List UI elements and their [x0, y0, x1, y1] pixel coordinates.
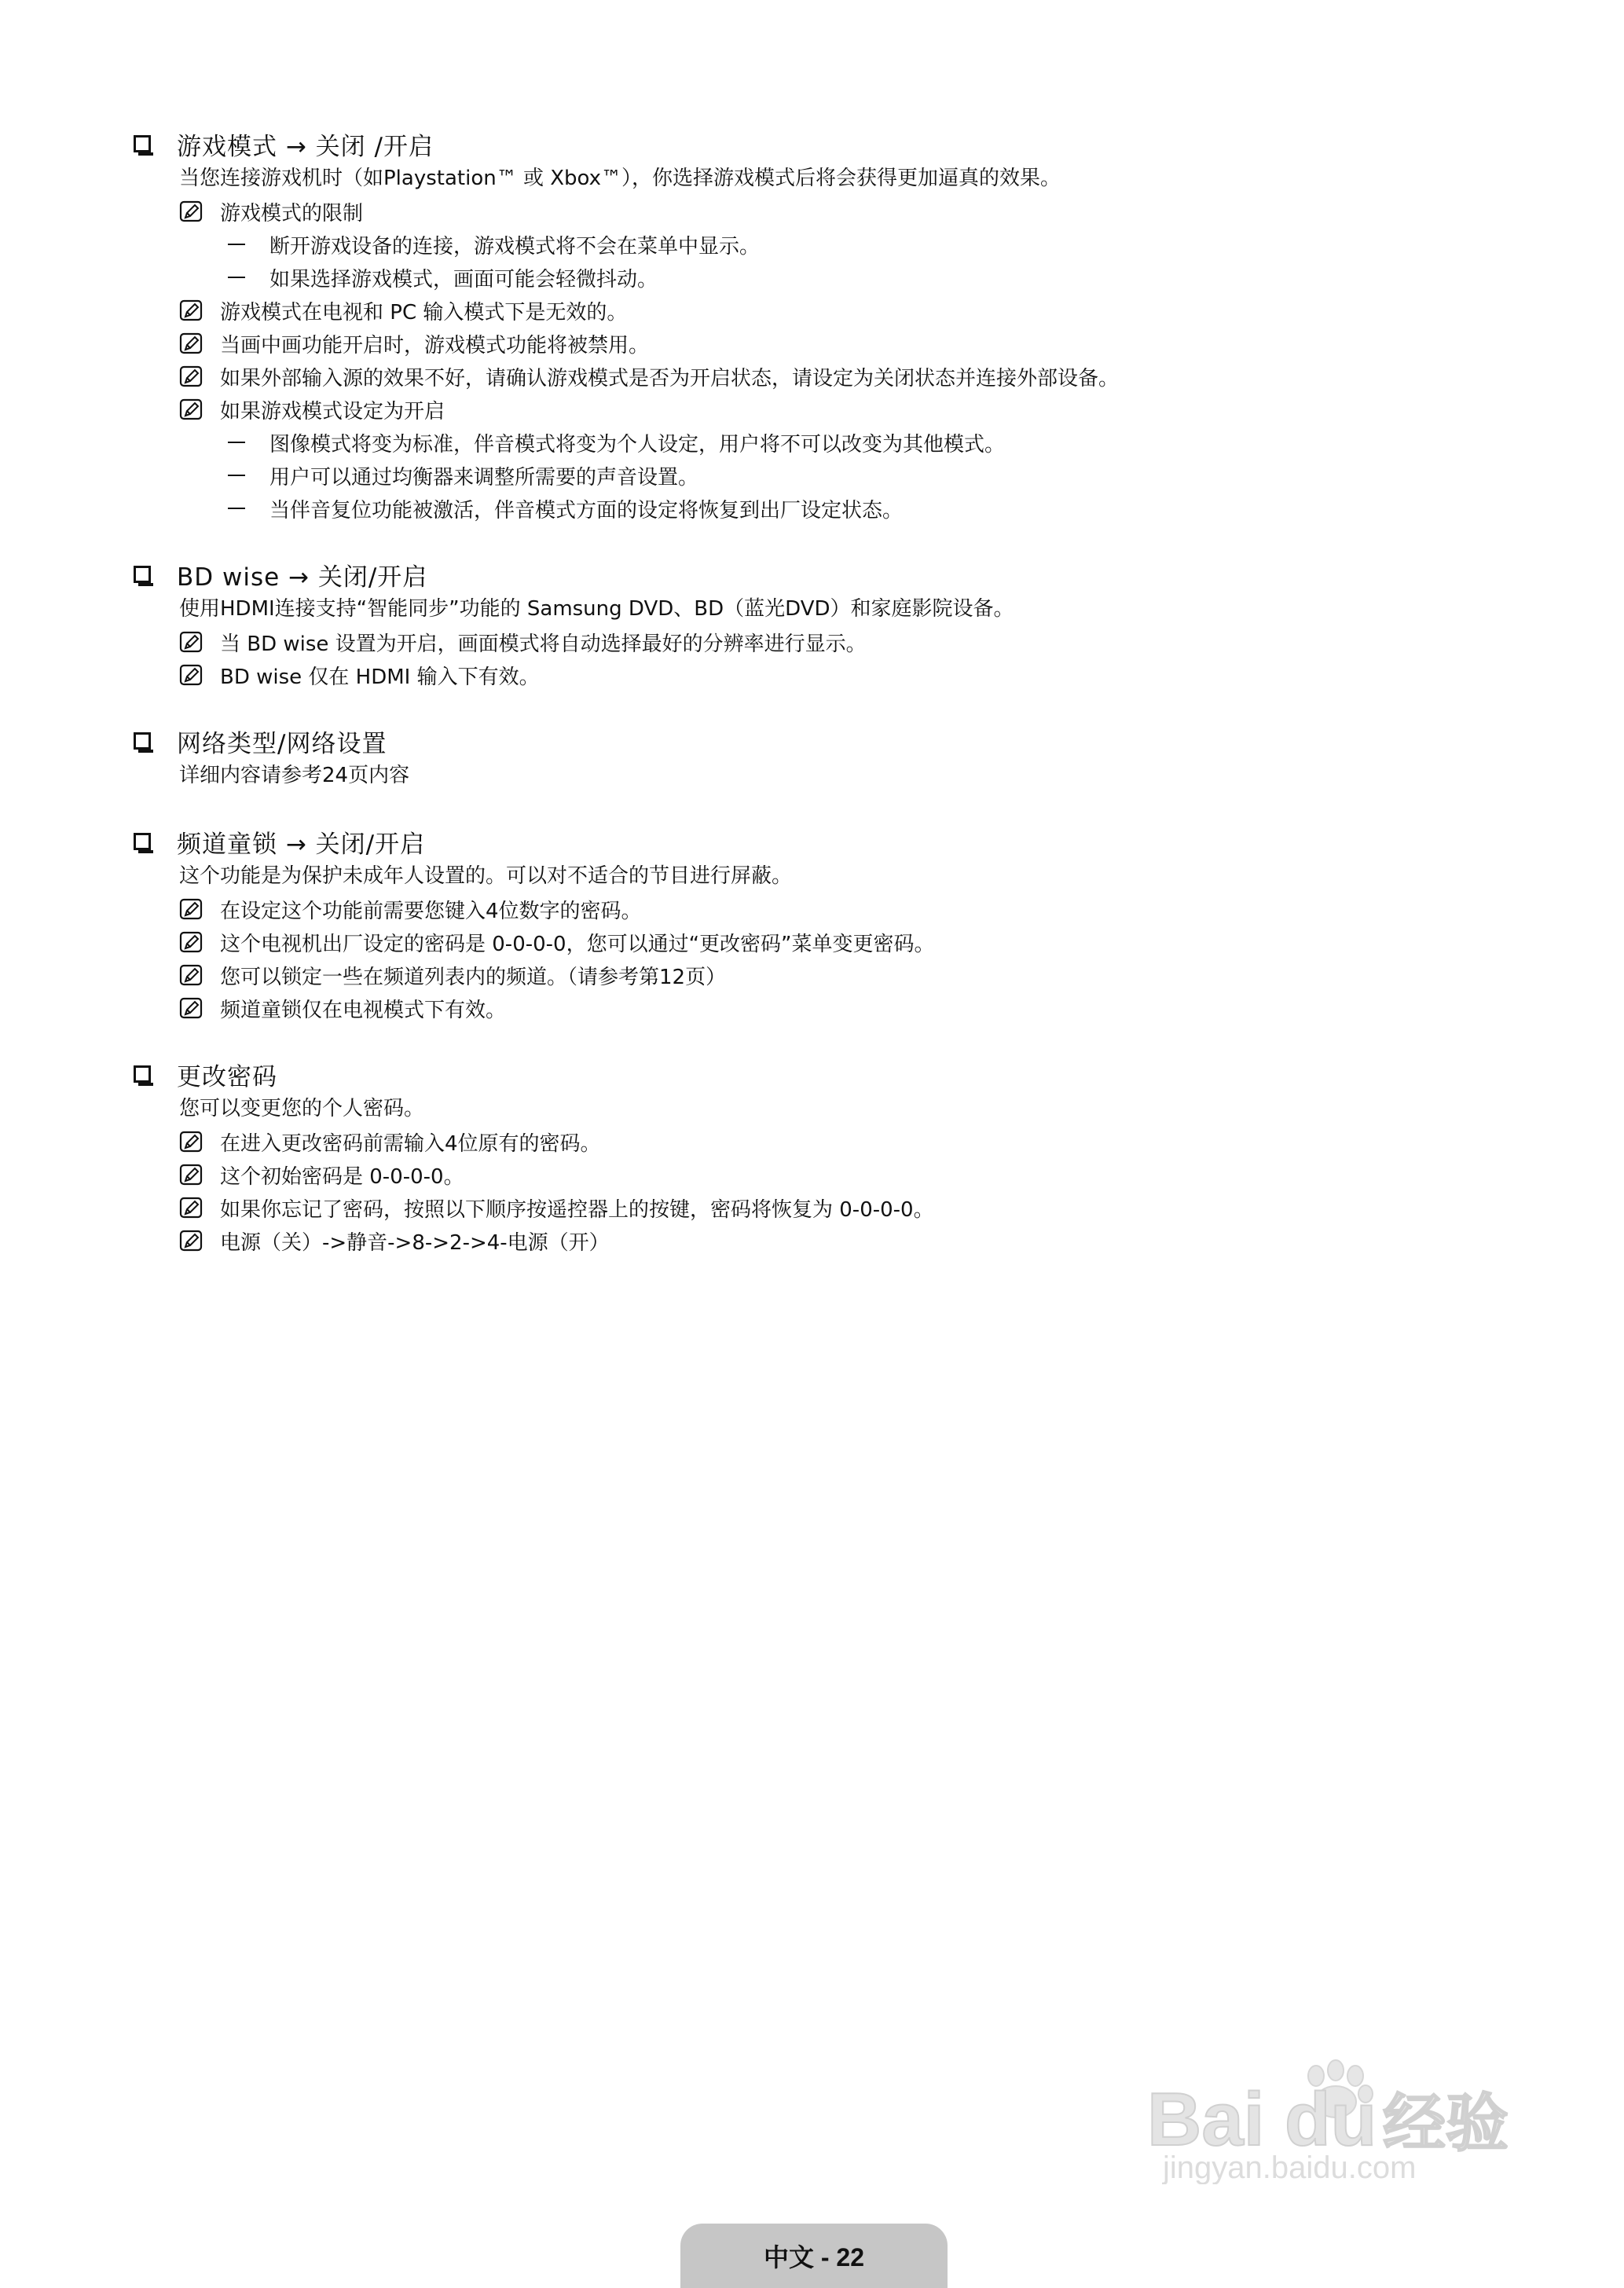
- section-title: 频道童锁 → 关闭/开启: [177, 830, 426, 859]
- note-item: 电源（关）->静音->8->2->4-电源（开）: [179, 1224, 1548, 1257]
- note-pencil-icon: [179, 663, 203, 687]
- note-pencil-icon: [179, 299, 203, 322]
- page-number-tab: [680, 2224, 948, 2288]
- note-pencil-icon: [179, 1130, 203, 1153]
- note-item: BD wise 仅在 HDMI 输入下有效。: [179, 658, 1548, 691]
- note-item: 当画中画功能开启时，游戏模式功能将被禁用。: [179, 327, 1548, 360]
- note-item: 这个电视机出厂设定的密码是 0-0-0-0，您可以通过“更改密码”菜单变更密码。: [179, 926, 1548, 959]
- note-pencil-icon: [179, 1229, 203, 1252]
- note-pencil-icon: [179, 200, 203, 223]
- svg-text:经验: 经验: [1383, 2087, 1509, 2160]
- note-pencil-icon: [179, 332, 203, 355]
- note-pencil-icon: [179, 398, 203, 421]
- section-description: 使用HDMI连接支持“智能同步”功能的 Samsung DVD、BD（蓝光DVD）和家庭影院设备。: [179, 597, 1014, 621]
- section-title: 游戏模式 → 关闭 /开启: [177, 132, 434, 161]
- dash-icon: [228, 244, 245, 245]
- note-pencil-icon: [179, 963, 203, 987]
- svg-text:Bai: Bai: [1147, 2077, 1265, 2162]
- page-number: 中文 - 22: [763, 2243, 865, 2272]
- dash-icon: [228, 277, 245, 278]
- section-network: [134, 723, 1548, 792]
- note-pencil-icon: [179, 630, 203, 654]
- checkbox-icon: [134, 732, 151, 750]
- note-item: 如果游戏模式设定为开启: [179, 393, 1548, 426]
- checkbox-icon: [134, 135, 151, 152]
- section-channel-lock: [134, 823, 1548, 1025]
- sub-item: 当伴音复位功能被激活，伴音模式方面的设定将恢复到出厂设定状态。: [228, 492, 1548, 525]
- sub-item: 用户可以通过均衡器来调整所需要的声音设置。: [228, 459, 1548, 492]
- note-pencil-icon: [179, 365, 203, 388]
- note-item: 您可以锁定一些在频道列表内的频道。（请参考第12页）: [179, 959, 1548, 992]
- section-description: 您可以变更您的个人密码。: [179, 1097, 425, 1120]
- note-pencil-icon: [179, 996, 203, 1020]
- note-item: 频道童锁仅在电视模式下有效。: [179, 992, 1548, 1025]
- note-pencil-icon: [179, 897, 203, 921]
- section-bd-wise: [134, 556, 1548, 691]
- note-pencil-icon: [179, 1163, 203, 1186]
- section-title: 更改密码: [177, 1062, 277, 1091]
- dash-icon: [228, 475, 245, 476]
- baidu-watermark-logo: [1147, 2059, 1556, 2184]
- sub-item: 如果选择游戏模式，画面可能会轻微抖动。: [228, 261, 1548, 294]
- sub-item: 图像模式将变为标准，伴音模式将变为个人设定，用户将不可以改变为其他模式。: [228, 426, 1548, 459]
- dash-icon: [228, 442, 245, 443]
- svg-text:du: du: [1285, 2077, 1377, 2162]
- note-item: 如果你忘记了密码，按照以下顺序按遥控器上的按键，密码将恢复为 0-0-0-0。: [179, 1191, 1548, 1224]
- note-item: 在进入更改密码前需输入4位原有的密码。: [179, 1125, 1548, 1158]
- note-pencil-icon: [179, 930, 203, 954]
- note-item: 如果外部输入源的效果不好，请确认游戏模式是否为开启状态，请设定为关闭状态并连接外部设备。: [179, 360, 1548, 393]
- sub-item: 断开游戏设备的连接，游戏模式将不会在菜单中显示。: [228, 228, 1548, 261]
- section-description: 当您连接游戏机时（如Playstation™ 或 Xbox™），你选择游戏模式后将会获得更加逼真的效果。: [179, 167, 1061, 190]
- note-item: 游戏模式在电视和 PC 输入模式下是无效的。: [179, 294, 1548, 327]
- section-description: 这个功能是为保护未成年人设置的。可以对不适合的节目进行屏蔽。: [179, 864, 793, 888]
- note-item: 这个初始密码是 0-0-0-0。: [179, 1158, 1548, 1191]
- checkbox-icon: [134, 833, 151, 850]
- section-title: 网络类型/网络设置: [177, 729, 387, 758]
- note-item: 当 BD wise 设置为开启，画面模式将自动选择最好的分辨率进行显示。: [179, 625, 1548, 658]
- section-title: BD wise → 关闭/开启: [177, 563, 428, 592]
- checkbox-icon: [134, 566, 151, 583]
- note-item: 在设定这个功能前需要您键入4位数字的密码。: [179, 893, 1548, 926]
- section-description: 详细内容请参考24页内容: [179, 764, 410, 787]
- note-pencil-icon: [179, 1196, 203, 1219]
- manual-content: [134, 126, 1548, 1289]
- section-change-pin: [134, 1056, 1548, 1257]
- dash-icon: [228, 508, 245, 509]
- note-item: 游戏模式的限制: [179, 195, 1548, 228]
- section-game-mode: [134, 126, 1548, 525]
- checkbox-icon: [134, 1065, 151, 1083]
- svg-text:jingyan.baidu.com: jingyan.baidu.com: [1163, 2150, 1417, 2184]
